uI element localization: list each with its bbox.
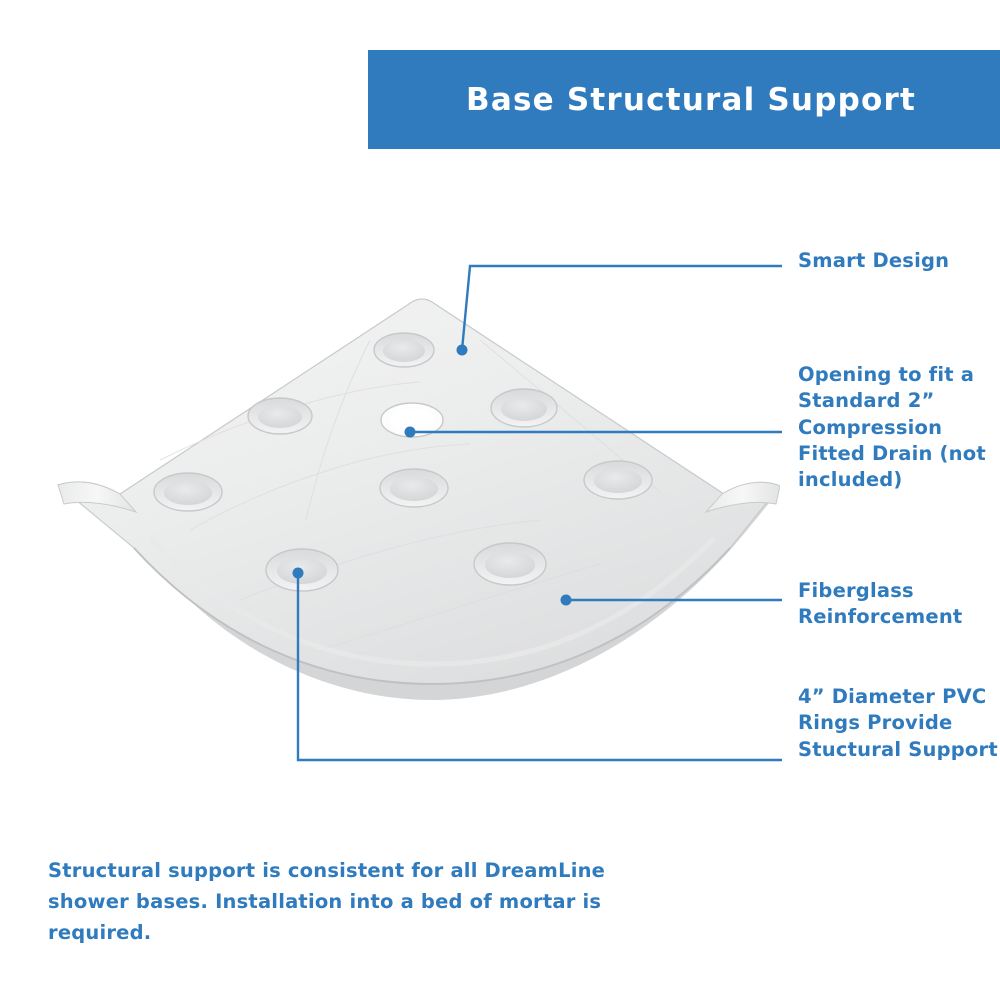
pvc-ring — [266, 549, 338, 591]
pvc-ring — [491, 389, 557, 427]
corner-shower-base-illustration — [40, 280, 780, 700]
pvc-ring — [154, 473, 222, 511]
pvc-ring — [380, 469, 448, 507]
callout-opening-drain: Opening to fit a Standard 2” Compression Fitted Drain (not included) — [798, 363, 986, 492]
footer-note: Structural support is consistent for all DreamLine shower bases. Installation into a bed of mortar is required. — [48, 859, 606, 945]
callout-pvc-rings: 4” Diameter PVC Rings Provide Stuctural Support — [798, 685, 998, 761]
callout-fiberglass-reinforcement: Fiberglass Reinforcement — [798, 579, 963, 629]
pvc-ring — [584, 461, 652, 499]
page-title: Base Structural Support — [466, 81, 916, 118]
pvc-ring — [374, 333, 434, 367]
callout-smart-design: Smart Design — [798, 249, 950, 272]
pvc-ring — [248, 398, 312, 434]
pvc-ring — [474, 543, 546, 585]
drain-opening — [381, 403, 443, 437]
